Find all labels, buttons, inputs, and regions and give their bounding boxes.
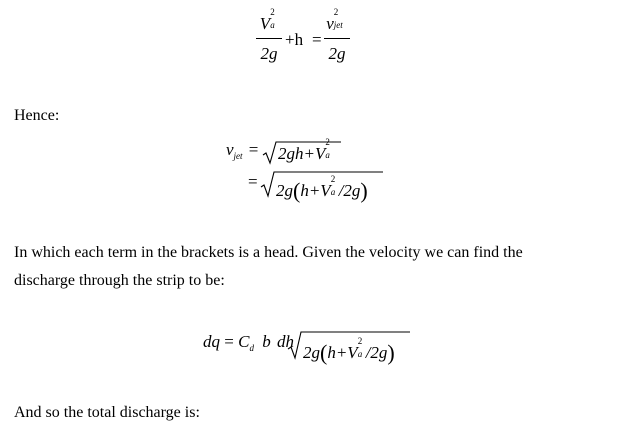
var-v: v bbox=[226, 140, 234, 159]
equation-vjet-line1 bbox=[226, 137, 386, 168]
equals-sign: = bbox=[248, 140, 259, 159]
fraction-bar bbox=[324, 38, 350, 39]
fraction-lhs-numerator bbox=[256, 7, 282, 34]
sub-a: a bbox=[270, 20, 275, 30]
var-dq: dq bbox=[203, 332, 220, 351]
var-C: C bbox=[238, 332, 250, 351]
sub-d: d bbox=[249, 343, 254, 353]
fraction-bar bbox=[256, 38, 282, 39]
radicand-2: 2g(h+V 2 a /2g) bbox=[276, 174, 368, 203]
equals-sign: = bbox=[312, 30, 322, 49]
equation-energy-balance bbox=[256, 8, 366, 72]
sub-a: a bbox=[357, 349, 363, 359]
var-b: b bbox=[262, 332, 271, 351]
sub-jet: jet bbox=[233, 151, 243, 161]
sub-a: a bbox=[325, 150, 330, 160]
var-V: V bbox=[259, 14, 271, 33]
fraction-rhs bbox=[324, 8, 350, 68]
equation-vjet-line2 bbox=[248, 172, 408, 202]
fraction-rhs-numerator bbox=[324, 7, 350, 34]
sup-2: 2 bbox=[325, 137, 330, 147]
text-hence: Hence: bbox=[14, 107, 60, 124]
sup-2: 2 bbox=[330, 174, 336, 184]
fraction-lhs-denominator: 2g bbox=[260, 44, 278, 63]
fraction-rhs-denominator: 2g bbox=[328, 44, 346, 63]
paragraph-line-2: discharge through the strip to be: bbox=[14, 272, 225, 289]
radicand-1: 2gh+V 2 a bbox=[278, 137, 330, 163]
var-dh: dh bbox=[276, 332, 294, 351]
equals-sign: = bbox=[248, 172, 258, 191]
sub-jet: jet bbox=[333, 20, 343, 30]
equals-sign: = bbox=[224, 332, 234, 351]
sup-2: 2 bbox=[333, 7, 339, 17]
fraction-lhs bbox=[256, 8, 282, 68]
text-total-discharge: And so the total discharge is: bbox=[14, 404, 200, 421]
var-v: v bbox=[326, 14, 334, 33]
equation-strip-discharge bbox=[203, 332, 423, 364]
plus-h: +h bbox=[285, 30, 304, 49]
sup-2: 2 bbox=[357, 336, 363, 346]
radicand-3: 2g(h+V 2 a /2g) bbox=[303, 336, 395, 365]
paragraph-line-1: In which each term in the brackets is a head. Given the velocity we can find the bbox=[14, 244, 523, 261]
sup-2: 2 bbox=[270, 7, 275, 17]
sub-a: a bbox=[330, 187, 336, 197]
